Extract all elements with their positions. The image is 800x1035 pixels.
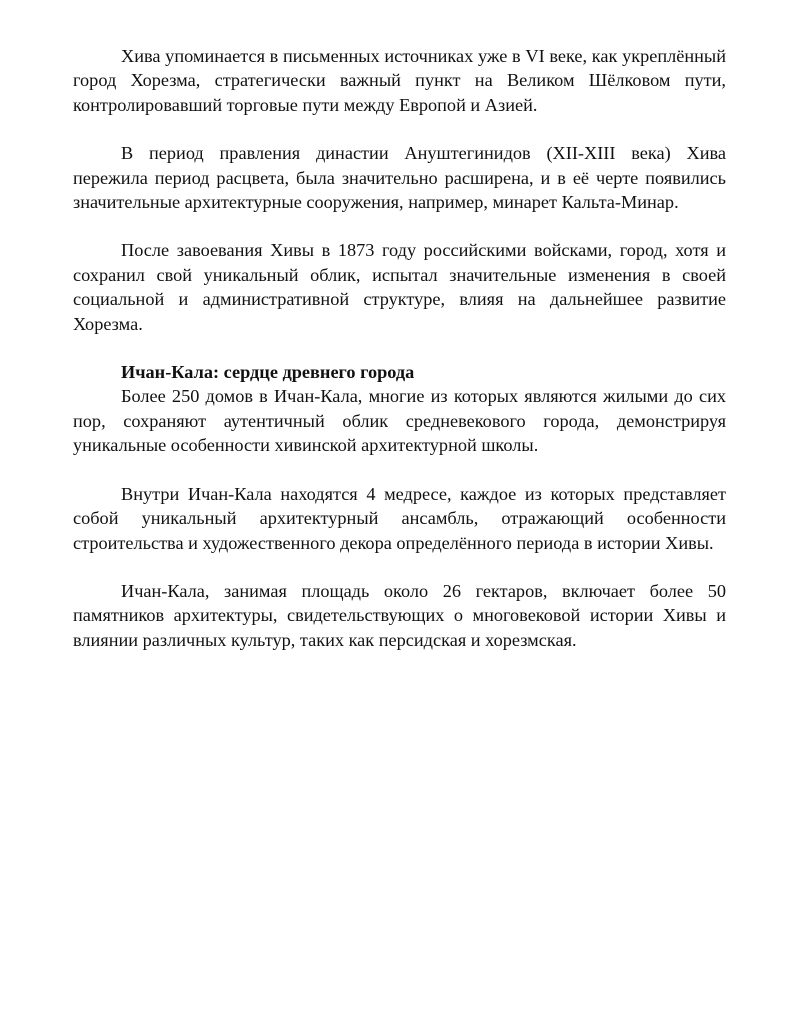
- section-heading: Ичан-Кала: сердце древнего города: [121, 362, 415, 383]
- paragraph-ichan-kala-area: Ичан-Кала, занимая площадь около 26 гектаров, включает более 50 памятников архитектуры, свидетельствующих о многовековой истории Хивы и влиянии различных культур, таких как персидская и хорезмская.: [73, 580, 726, 650]
- document-page: [73, 44, 726, 676]
- paragraph-khiva-history: Хива упоминается в письменных источниках уже в VI веке, как укреплённый город Хорезма, стратегически важный пункт на Великом Шёлковом пути, контролировавший торговые пути между Европой и Азией.: [73, 46, 726, 115]
- paragraph-ichan-kala-madrasahs: Внутри Ичан-Кала находятся 4 медресе, каждое из которых представляет собой уникальный архитектурный ансамбль, отражающий особенности строительства и художественного декора определённого периода в истории Хивы.: [73, 483, 726, 553]
- paragraph-ichan-kala-houses: Более 250 домов в Ичан-Кала, многие из которых являются жилыми до сих пор, сохраняют аутентичный облик средневекового города, демонстрируя уникальные особенности хивинской архитектурной школы.: [73, 386, 726, 456]
- paragraph-russian-conquest: После завоевания Хивы в 1873 году российскими войсками, город, хотя и сохранил свой уникальный облик, испытал значительные изменения в своей социальной и административной структуре, влияя на дальнейшее развитие Хорезма.: [73, 240, 726, 334]
- paragraph-anushteginid-period: В период правления династии Ануштегинидов (XII-XIII века) Хива пережила период расцвета, была значительно расширена, и в её черте появились значительные архитектурные сооружения, например, минарет Кальта-Минар.: [73, 143, 726, 213]
